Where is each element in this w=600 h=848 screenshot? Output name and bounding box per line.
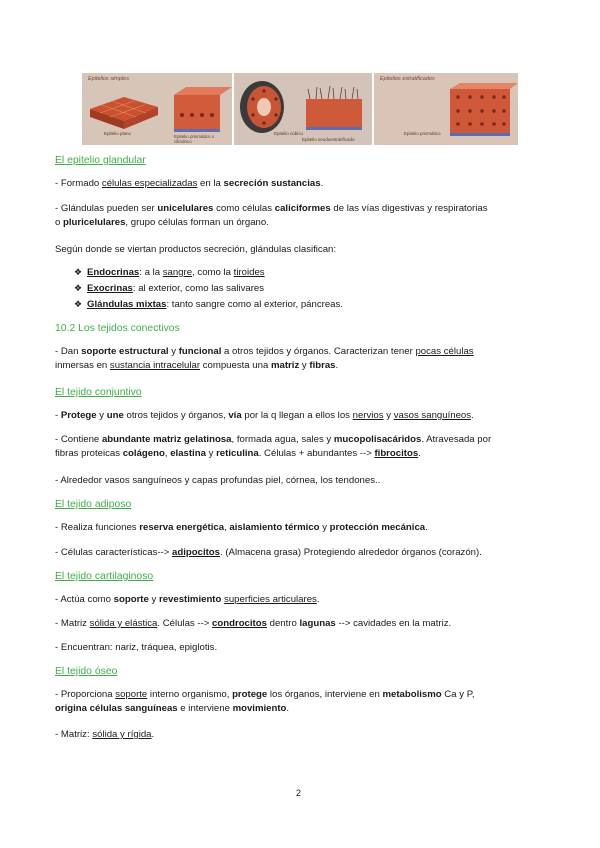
epithelium-illustration <box>82 73 518 145</box>
heading-tejidos-conectivos: 10.2 Los tejidos conectivos <box>55 323 180 334</box>
paragraph-actua: - Actúa como soporte y revestimiento superficies articulares. <box>55 594 320 605</box>
list-item-exocrinas: ❖ Exocrinas: al exterior, como las salivares <box>74 283 265 294</box>
figure-panel-cubic-pseudo <box>234 73 372 145</box>
list-item-glandulas-mixtas: ❖ Glándulas mixtas: tanto sangre como al exterior, páncreas. <box>74 299 343 310</box>
paragraph-alrededor: - Alrededor vasos sanguíneos y capas profundas piel, córnea, los tendones.. <box>55 475 381 486</box>
paragraph-dan-soporte: - Dan soporte estructural y funcional a otros tejidos y órganos. Caracterizan tener pocas células inmersas en sustancia intracelular compuesta una matriz y fibras. <box>55 346 474 371</box>
diamond-bullet-icon: ❖ <box>74 299 83 309</box>
caption-plano: Epitelio plano <box>104 131 132 136</box>
paragraph-matriz-solida: - Matriz sólida y elástica. Células --> condrocitos dentro lagunas --> cavidades en la matriz. <box>55 618 452 629</box>
heading-tejido-conjuntivo: El tejido conjuntivo <box>55 387 142 398</box>
panel-title-simple: Epitelios simples <box>88 76 129 82</box>
heading-epitelio-glandular: El epitelio glandular <box>55 155 146 166</box>
caption-cubico: Epitelio cúbico <box>274 131 304 136</box>
panel-title-stratified: Epitelios estratificados <box>380 76 435 82</box>
stratified-drawing <box>374 73 518 145</box>
heading-tejido-adiposo: El tejido adiposo <box>55 499 132 510</box>
list-item-endocrinas: ❖ Endocrinas: a la sangre, como la tiroides <box>74 267 265 278</box>
caption-prismatico-estratificado: Epitelio prismático <box>404 131 441 136</box>
paragraph-glandulas: - Glándulas pueden ser unicelulares como células caliciformes de las vías digestivas y respiratorias o pluricelulares, grupo células forman un órgano. <box>55 203 488 228</box>
diamond-bullet-icon: ❖ <box>74 267 83 277</box>
paragraph-formado: - Formado células especializadas en la secreción sustancias. <box>55 178 324 189</box>
caption-prismatico: Epitelio prismático o cilíndrico <box>174 134 215 144</box>
paragraph-proporciona: - Proporciona soporte interno organismo, protege los órganos, interviene en metabolismo Ca y P, origina células sanguíneas e interviene movimiento. <box>55 689 475 714</box>
heading-tejido-cartilaginoso: El tejido cartilaginoso <box>55 571 154 582</box>
caption-seudoestratificado: Epitelio seudoestratificado <box>302 137 355 142</box>
paragraph-segun-donde: Según donde se viertan productos secreción, glándulas clasifican: <box>55 244 337 255</box>
paragraph-encuentran: - Encuentran: nariz, tráquea, epiglotis. <box>55 642 218 653</box>
figure-panel-stratified <box>374 73 518 145</box>
diamond-bullet-icon: ❖ <box>74 283 83 293</box>
paragraph-contiene: - Contiene abundante matriz gelatinosa, formada agua, sales y mucopolisacáridos. Atravesada por fibras proteicas colágeno, elastina y reticulina. Células + abundantes --> fibrocitos. <box>55 434 492 459</box>
figure-panel-simple-epithelia <box>82 73 232 145</box>
heading-tejido-oseo: El tejido óseo <box>55 666 118 677</box>
page-number: 2 <box>296 788 302 798</box>
paragraph-realiza: - Realiza funciones reserva energética, aislamiento térmico y protección mecánica. <box>55 522 428 533</box>
paragraph-celulas-adipocitos: - Células características--> adipocitos. (Almacena grasa) Protegiendo alrededor órganos (corazón). <box>55 547 482 558</box>
paragraph-protege: - Protege y une otros tejidos y órganos, vía por la q llegan a ellos los nervios y vasos sanguíneos. <box>55 410 474 421</box>
paragraph-matriz-rigida: - Matriz: sólida y rígida. <box>55 729 155 740</box>
